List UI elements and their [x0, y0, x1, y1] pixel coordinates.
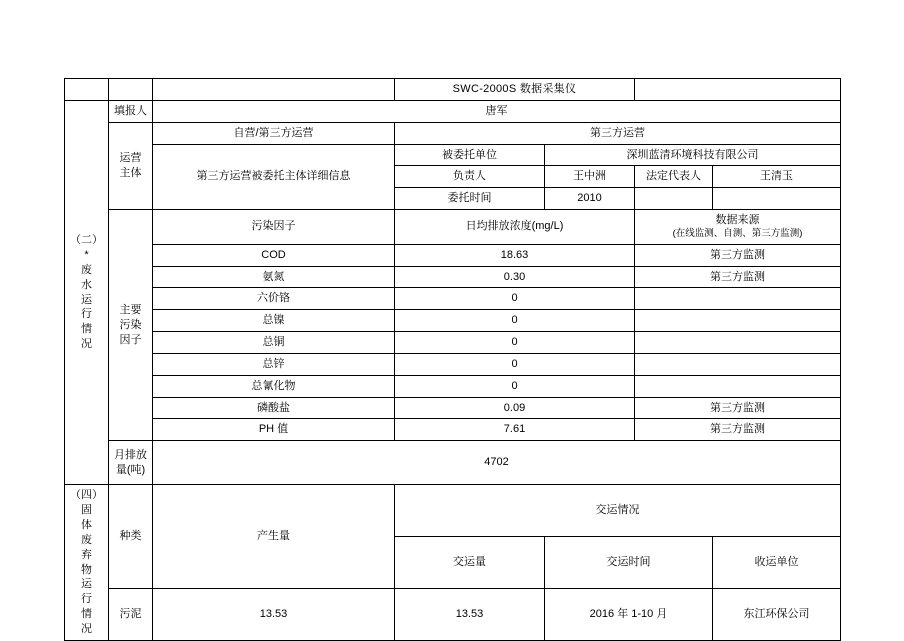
- entrust-time-spacer-1: [635, 188, 713, 210]
- source-col-header: [635, 210, 841, 245]
- legal-rep-value: 王清玉: [713, 166, 841, 188]
- operator-label-text: 运营主体: [119, 152, 142, 179]
- pollutant-source: 第三方监测: [635, 397, 841, 419]
- table-row: [65, 244, 841, 266]
- table-row: [65, 397, 841, 419]
- receiving-unit-label: 收运单位: [713, 537, 841, 589]
- pollutant-source: [635, 353, 841, 375]
- pollutant-name: 总氰化物: [153, 375, 395, 397]
- entrusted-unit-value: 深圳蓝清环境科技有限公司: [545, 144, 841, 166]
- section-four-title: 固体废弃物运行情况: [81, 504, 92, 635]
- monthly-discharge-row: [65, 441, 841, 485]
- pollutant-col-header: 污染因子: [153, 210, 395, 245]
- pollutant-value: 0: [395, 310, 635, 332]
- monthly-discharge-label: [109, 441, 153, 485]
- waste-handover-amount: 13.53: [395, 588, 545, 640]
- device-row-spacer-2: [109, 79, 153, 101]
- monthly-discharge-label-text: 月排放量(吨): [114, 448, 147, 476]
- pollutant-source: 第三方监测: [635, 244, 841, 266]
- filler-value: 唐军: [153, 100, 841, 122]
- entrust-time-value: 2010: [545, 188, 635, 210]
- operator-label: [109, 122, 153, 209]
- table-row: [65, 288, 841, 310]
- section-two-title: *废水运行情况: [81, 249, 92, 351]
- pollutant-source: [635, 310, 841, 332]
- pollutant-name: 总锌: [153, 353, 395, 375]
- self-or-third-label: 自营/第三方运营: [153, 122, 395, 144]
- source-col-header-line1: 数据来源: [715, 214, 760, 227]
- entrusted-unit-row: [65, 144, 841, 166]
- legal-rep-label: 法定代表人: [635, 166, 713, 188]
- pollutant-value: 0: [395, 288, 635, 310]
- table-row: [65, 332, 841, 354]
- handover-amount-label: 交运量: [395, 537, 545, 589]
- filler-row: [65, 100, 841, 122]
- entrusted-unit-label: 被委托单位: [395, 144, 545, 166]
- table-row: [65, 266, 841, 288]
- device-row-spacer-1: [65, 79, 109, 101]
- pollutant-value: 0.09: [395, 397, 635, 419]
- pollutant-name: 总铜: [153, 332, 395, 354]
- source-col-header-line2: (在线监测、自测、第三方监测): [672, 227, 803, 239]
- solid-waste-header-row: [65, 485, 841, 537]
- table-row: [65, 375, 841, 397]
- person-in-charge-value: 王中洲: [545, 166, 635, 188]
- pollutant-name: PH 值: [153, 419, 395, 441]
- pollutant-source: [635, 332, 841, 354]
- section-four-index-cell: [65, 485, 109, 640]
- pollutant-source: 第三方监测: [635, 266, 841, 288]
- category-label: [109, 485, 153, 589]
- pollutant-name: 总镍: [153, 310, 395, 332]
- section-two-index: （二）: [70, 234, 103, 247]
- entrust-time-label: 委托时间: [395, 188, 545, 210]
- pollutant-source: [635, 375, 841, 397]
- environmental-report-table: [64, 78, 841, 641]
- device-label: SWC-2000S 数据采集仪: [395, 79, 635, 101]
- table-row: [65, 419, 841, 441]
- section-four-index: （四）: [70, 489, 103, 502]
- third-party-detail-label: 第三方运营被委托主体详细信息: [153, 144, 395, 210]
- section-two-index-cell: [65, 100, 109, 484]
- pollutant-value: 0: [395, 332, 635, 354]
- entrust-time-spacer-2: [713, 188, 841, 210]
- pollutant-name: 氨氮: [153, 266, 395, 288]
- pollutant-value: 0: [395, 353, 635, 375]
- device-row-spacer-4: [635, 79, 841, 101]
- operation-mode-row: [65, 122, 841, 144]
- device-row: [65, 79, 841, 101]
- monthly-discharge-value: 4702: [153, 441, 841, 485]
- table-row: [65, 588, 841, 640]
- pollutant-value: 0: [395, 375, 635, 397]
- waste-receiving-unit: 东江环保公司: [713, 588, 841, 640]
- person-in-charge-label: 负责人: [395, 166, 545, 188]
- category-label-text: 种类: [119, 530, 142, 543]
- pollutant-name: COD: [153, 244, 395, 266]
- waste-generation: 13.53: [153, 588, 395, 640]
- pollutant-value: 18.63: [395, 244, 635, 266]
- handover-label: 交运情况: [395, 485, 841, 537]
- table-row: [65, 310, 841, 332]
- pollutant-name: 六价铬: [153, 288, 395, 310]
- self-or-third-value: 第三方运营: [395, 122, 841, 144]
- device-row-spacer-3: [153, 79, 395, 101]
- main-pollutant-label: [109, 210, 153, 441]
- pollutant-value: 0.30: [395, 266, 635, 288]
- pollutant-header-row: [65, 210, 841, 245]
- main-pollutant-label-text: 主要污染因子: [119, 303, 142, 346]
- pollutant-source: 第三方监测: [635, 419, 841, 441]
- concentration-col-header: 日均排放浓度(mg/L): [395, 210, 635, 245]
- waste-handover-time: 2016 年 1-10 月: [545, 588, 713, 640]
- pollutant-name: 磷酸盐: [153, 397, 395, 419]
- handover-time-label: 交运时间: [545, 537, 713, 589]
- table-row: [65, 353, 841, 375]
- filler-label: 填报人: [109, 100, 153, 122]
- waste-category: 污泥: [109, 588, 153, 640]
- pollutant-value: 7.61: [395, 419, 635, 441]
- pollutant-source: [635, 288, 841, 310]
- generation-label: 产生量: [153, 485, 395, 589]
